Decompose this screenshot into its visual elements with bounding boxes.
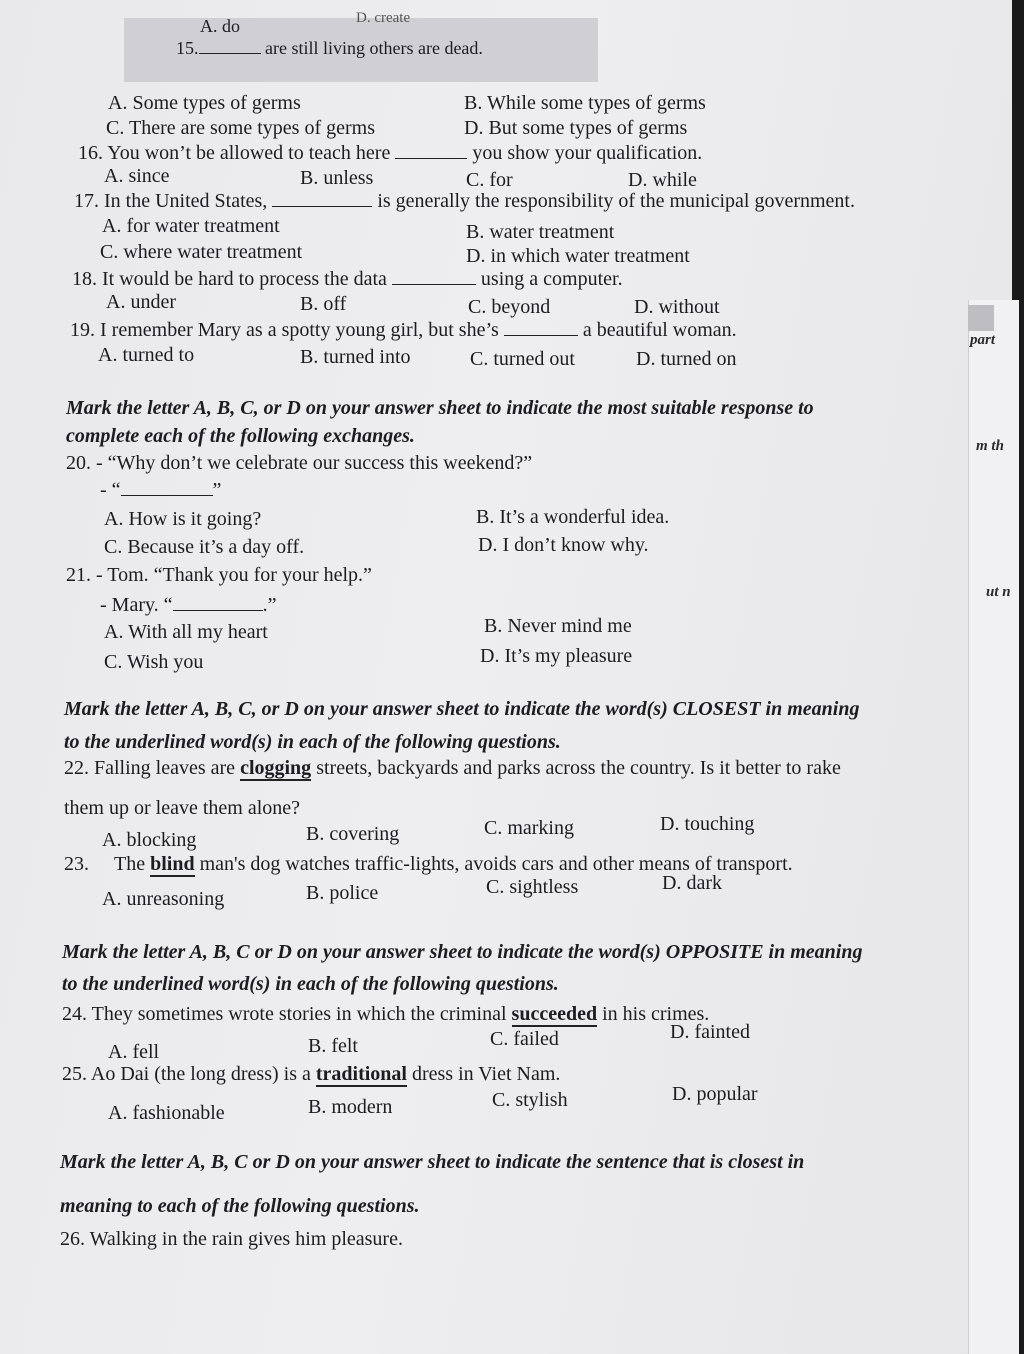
q19-option-a: A. turned to [98,344,195,366]
q25-option-a: A. fashionable [108,1102,225,1124]
section-sentence-heading-2: meaning to each of the following questions. [60,1195,420,1217]
q22-stem: 22. Falling leaves are clogging streets, backyards and parks across the country. Is it better to rake [64,757,841,779]
q23-option-b: B. police [306,882,379,904]
q19-option-b: B. turned into [300,346,411,368]
q19-stem: 19. I remember Mary as a spotty young girl, but she’s a beautiful woman. [70,319,737,341]
q15-option-a: A. Some types of germs [108,92,301,114]
fragment-option-d: D. create [356,10,411,26]
q17-option-d: D. in which water treatment [466,245,690,267]
q24-option-a: A. fell [108,1041,160,1063]
q18-option-a: A. under [106,291,176,313]
q22-option-b: B. covering [306,823,400,845]
underlying-text-3: ut n [986,584,1011,600]
q22-underlined-word: clogging [240,757,312,779]
q21-reply: - Mary. “ .” [100,594,277,616]
underlying-text-1: part [970,332,996,348]
section-opposite-heading-1: Mark the letter A, B, C or D on your answer sheet to indicate the word(s) OPPOSITE in meaning [62,941,863,963]
q18-option-b: B. off [300,293,347,315]
underlying-page [968,300,1019,1354]
q20-reply: - “ ” [100,479,222,501]
section-opposite-heading-2: to the underlined word(s) in each of the following questions. [62,973,559,995]
q20-option-c: C. Because it’s a day off. [104,536,305,558]
q16-stem: 16. You won’t be allowed to teach here you show your qualification. [78,142,703,164]
q16-option-c: C. for [466,169,513,191]
underlying-page-tab [968,305,994,331]
underlying-text-2: m th [976,438,1004,454]
q15-option-d: D. But some types of germs [464,117,688,139]
section-exchange-heading-1: Mark the letter A, B, C, or D on your answer sheet to indicate the most suitable response to [66,397,814,419]
q15-option-b: B. While some types of germs [464,92,706,114]
q25-option-b: B. modern [308,1096,393,1118]
q18-stem: 18. It would be hard to process the data using a computer. [72,268,623,290]
q26-stem: 26. Walking in the rain gives him pleasure. [60,1228,403,1250]
q24-option-d: D. fainted [670,1021,750,1043]
q24-option-c: C. failed [490,1028,559,1050]
q21-option-c: C. Wish you [104,651,204,673]
q18-option-c: C. beyond [468,296,551,318]
q17-stem: 17. In the United States, is generally the responsibility of the municipal government. [74,190,855,212]
q23-stem: 23. The blind man's dog watches traffic-lights, avoids cars and other means of transport. [64,853,793,875]
q23-option-d: D. dark [662,872,722,894]
q22-option-a: A. blocking [102,829,197,851]
q22-option-d: D. touching [660,813,755,835]
q17-option-c: C. where water treatment [100,241,303,263]
q16-option-a: A. since [104,165,170,187]
section-sentence-heading-1: Mark the letter A, B, C or D on your answer sheet to indicate the sentence that is closest in [60,1151,805,1173]
q25-underlined-word: traditional [315,1063,407,1085]
q18-option-d: D. without [634,296,720,318]
fragment-option-a: A. do [200,16,240,36]
q19-option-c: C. turned out [470,348,575,370]
q20-stem: 20. - “Why don’t we celebrate our success this weekend?” [66,452,533,474]
q15-option-c: C. There are some types of germs [106,117,375,139]
section-closest-heading-2: to the underlined word(s) in each of the following questions. [64,731,561,753]
q16-option-b: B. unless [300,167,374,189]
q24-option-b: B. felt [308,1035,358,1057]
q25-option-d: D. popular [672,1083,758,1105]
q20-option-b: B. It’s a wonderful idea. [476,506,670,528]
q25-stem: 25. Ao Dai (the long dress) is a traditional dress in Viet Nam. [62,1063,561,1085]
q15-stem: 15. are still living others are dead. [176,38,483,58]
q23-underlined-word: blind [150,853,195,875]
q20-option-a: A. How is it going? [104,508,262,530]
section-exchange-heading-2: complete each of the following exchanges. [66,425,415,447]
q16-option-d: D. while [628,169,697,191]
q23-option-a: A. unreasoning [102,888,225,910]
q24-stem: 24. They sometimes wrote stories in which the criminal succeeded in his crimes. [62,1003,710,1025]
q22-option-c: C. marking [484,817,574,839]
q21-option-d: D. It’s my pleasure [480,645,633,667]
q21-option-b: B. Never mind me [484,615,632,637]
section-closest-heading-1: Mark the letter A, B, C, or D on your answer sheet to indicate the word(s) CLOSEST in meaning [64,698,860,720]
q21-stem: 21. - Tom. “Thank you for your help.” [66,564,372,586]
q21-option-a: A. With all my heart [104,621,268,643]
q23-option-c: C. sightless [486,876,579,898]
q17-option-a: A. for water treatment [102,215,280,237]
q25-option-c: C. stylish [492,1089,568,1111]
q20-option-d: D. I don’t know why. [478,534,649,556]
q22-stem-line2: them up or leave them alone? [64,797,301,819]
q17-option-b: B. water treatment [466,221,615,243]
q24-underlined-word: succeeded [511,1003,598,1025]
q19-option-d: D. turned on [636,348,737,370]
